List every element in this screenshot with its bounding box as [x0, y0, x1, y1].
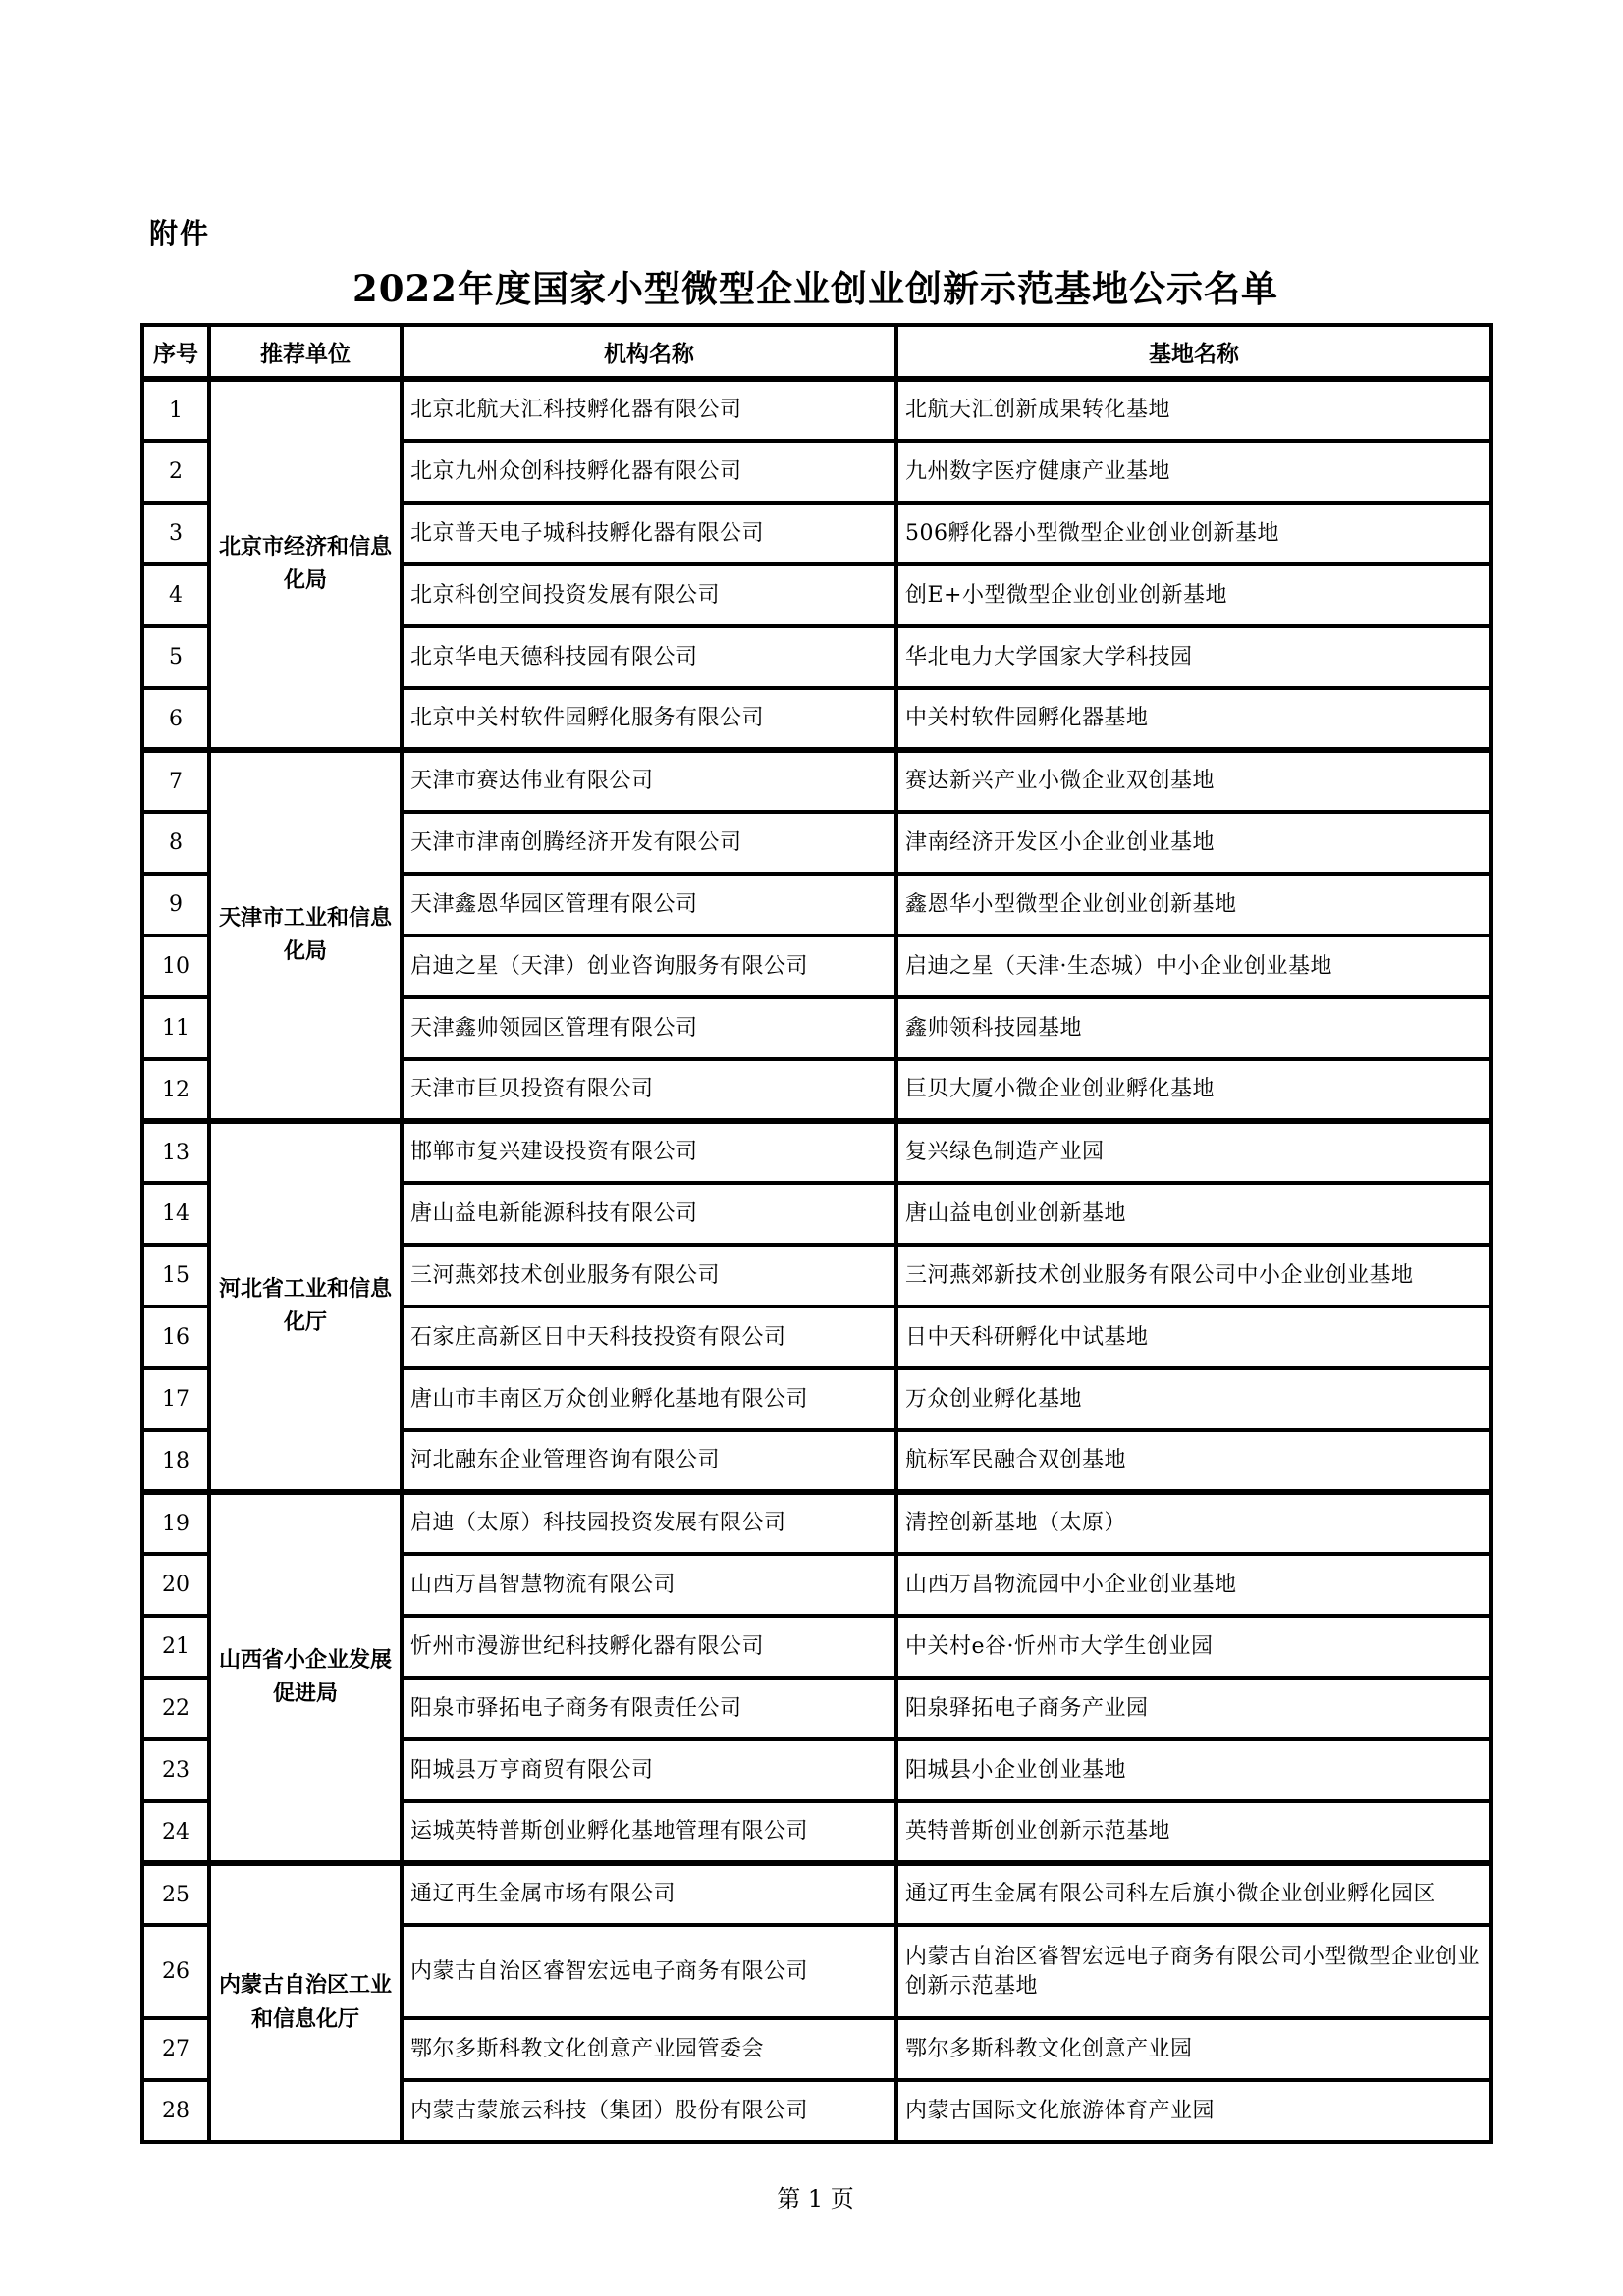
row-number-cell: 2: [142, 441, 209, 503]
row-number-cell: 13: [142, 1121, 209, 1183]
row-number-cell: 19: [142, 1492, 209, 1554]
base-name-cell: 阳泉驿拓电子商务产业园: [896, 1678, 1491, 1739]
agency-cell: 天津市工业和信息化局: [209, 750, 402, 1121]
row-number-cell: 18: [142, 1430, 209, 1492]
row-number-cell: 8: [142, 812, 209, 874]
row-number-cell: 25: [142, 1863, 209, 1925]
base-name-cell: 启迪之星（天津·生态城）中小企业创业基地: [896, 935, 1491, 997]
row-number-cell: 5: [142, 626, 209, 688]
table-row: [142, 1863, 1491, 1925]
table-body: [142, 379, 1491, 2142]
row-number-cell: 26: [142, 1925, 209, 2018]
org-name-cell: 北京九州众创科技孵化器有限公司: [402, 441, 896, 503]
base-name-cell: 华北电力大学国家大学科技园: [896, 626, 1491, 688]
base-name-cell: 通辽再生金属有限公司科左后旗小微企业创业孵化园区: [896, 1863, 1491, 1925]
row-number-cell: 28: [142, 2080, 209, 2142]
org-name-cell: 河北融东企业管理咨询有限公司: [402, 1430, 896, 1492]
row-number-cell: 12: [142, 1059, 209, 1121]
org-name-cell: 邯郸市复兴建设投资有限公司: [402, 1121, 896, 1183]
org-name-cell: 通辽再生金属市场有限公司: [402, 1863, 896, 1925]
page-title: 2022年度国家小型微型企业创业创新示范基地公示名单: [352, 267, 1278, 310]
table-row: [142, 1492, 1491, 1554]
base-name-cell: 津南经济开发区小企业创业基地: [896, 812, 1491, 874]
org-name-cell: 内蒙古自治区睿智宏远电子商务有限公司: [402, 1925, 896, 2018]
org-name-cell: 北京普天电子城科技孵化器有限公司: [402, 503, 896, 564]
base-name-cell: 赛达新兴产业小微企业双创基地: [896, 750, 1491, 812]
org-name-cell: 北京科创空间投资发展有限公司: [402, 564, 896, 626]
row-number-cell: 22: [142, 1678, 209, 1739]
base-name-cell: 英特普斯创业创新示范基地: [896, 1801, 1491, 1863]
row-number-cell: 11: [142, 997, 209, 1059]
table-row: [142, 1121, 1491, 1183]
org-name-cell: 北京中关村软件园孵化服务有限公司: [402, 688, 896, 750]
column-header-org: 机构名称: [402, 325, 896, 379]
row-number-cell: 27: [142, 2018, 209, 2080]
base-name-cell: 鑫帅领科技园基地: [896, 997, 1491, 1059]
base-name-cell: 创E+小型微型企业创业创新基地: [896, 564, 1491, 626]
row-number-cell: 3: [142, 503, 209, 564]
row-number-cell: 17: [142, 1368, 209, 1430]
base-name-cell: 巨贝大厦小微企业创业孵化基地: [896, 1059, 1491, 1121]
column-header-agency: 推荐单位: [209, 325, 402, 379]
base-name-cell: 航标军民融合双创基地: [896, 1430, 1491, 1492]
org-name-cell: 阳泉市驿拓电子商务有限责任公司: [402, 1678, 896, 1739]
base-name-cell: 阳城县小企业创业基地: [896, 1739, 1491, 1801]
row-number-cell: 14: [142, 1183, 209, 1245]
table-row: [142, 750, 1491, 812]
base-name-cell: 北航天汇创新成果转化基地: [896, 379, 1491, 441]
base-name-cell: 复兴绿色制造产业园: [896, 1121, 1491, 1183]
agency-cell: 内蒙古自治区工业和信息化厅: [209, 1863, 402, 2142]
agency-cell: 北京市经济和信息化局: [209, 379, 402, 750]
org-name-cell: 唐山市丰南区万众创业孵化基地有限公司: [402, 1368, 896, 1430]
row-number-cell: 9: [142, 874, 209, 935]
row-number-cell: 21: [142, 1616, 209, 1678]
column-header-index: 序号: [142, 325, 209, 379]
base-name-cell: 内蒙古国际文化旅游体育产业园: [896, 2080, 1491, 2142]
org-name-cell: 北京北航天汇科技孵化器有限公司: [402, 379, 896, 441]
row-number-cell: 20: [142, 1554, 209, 1616]
org-name-cell: 天津市巨贝投资有限公司: [402, 1059, 896, 1121]
org-name-cell: 三河燕郊技术创业服务有限公司: [402, 1245, 896, 1307]
base-name-cell: 鄂尔多斯科教文化创意产业园: [896, 2018, 1491, 2080]
row-number-cell: 23: [142, 1739, 209, 1801]
org-name-cell: 天津鑫帅领园区管理有限公司: [402, 997, 896, 1059]
base-name-cell: 山西万昌物流园中小企业创业基地: [896, 1554, 1491, 1616]
base-name-cell: 三河燕郊新技术创业服务有限公司中小企业创业基地: [896, 1245, 1491, 1307]
org-name-cell: 内蒙古蒙旅云科技（集团）股份有限公司: [402, 2080, 896, 2142]
base-name-cell: 鑫恩华小型微型企业创业创新基地: [896, 874, 1491, 935]
org-name-cell: 忻州市漫游世纪科技孵化器有限公司: [402, 1616, 896, 1678]
attachment-label: 附件: [149, 217, 211, 250]
org-name-cell: 石家庄高新区日中天科技投资有限公司: [402, 1307, 896, 1368]
base-name-cell: 九州数字医疗健康产业基地: [896, 441, 1491, 503]
row-number-cell: 6: [142, 688, 209, 750]
org-name-cell: 鄂尔多斯科教文化创意产业园管委会: [402, 2018, 896, 2080]
table-header-row: [142, 325, 1491, 379]
org-name-cell: 天津市赛达伟业有限公司: [402, 750, 896, 812]
org-name-cell: 北京华电天德科技园有限公司: [402, 626, 896, 688]
org-name-cell: 运城英特普斯创业孵化基地管理有限公司: [402, 1801, 896, 1863]
org-name-cell: 天津市津南创腾经济开发有限公司: [402, 812, 896, 874]
row-number-cell: 10: [142, 935, 209, 997]
row-number-cell: 24: [142, 1801, 209, 1863]
base-name-cell: 清控创新基地（太原）: [896, 1492, 1491, 1554]
base-name-cell: 中关村软件园孵化器基地: [896, 688, 1491, 750]
page-number: 第 1 页: [777, 2185, 854, 2213]
base-name-cell: 唐山益电创业创新基地: [896, 1183, 1491, 1245]
row-number-cell: 4: [142, 564, 209, 626]
agency-cell: 河北省工业和信息化厅: [209, 1121, 402, 1492]
base-name-cell: 506孵化器小型微型企业创业创新基地: [896, 503, 1491, 564]
row-number-cell: 7: [142, 750, 209, 812]
row-number-cell: 1: [142, 379, 209, 441]
org-name-cell: 山西万昌智慧物流有限公司: [402, 1554, 896, 1616]
base-name-cell: 内蒙古自治区睿智宏远电子商务有限公司小型微型企业创业创新示范基地: [896, 1925, 1491, 2018]
base-name-cell: 万众创业孵化基地: [896, 1368, 1491, 1430]
base-name-cell: 日中天科研孵化中试基地: [896, 1307, 1491, 1368]
row-number-cell: 15: [142, 1245, 209, 1307]
org-name-cell: 唐山益电新能源科技有限公司: [402, 1183, 896, 1245]
table-row: [142, 379, 1491, 441]
agency-cell: 山西省小企业发展促进局: [209, 1492, 402, 1863]
column-header-base: 基地名称: [896, 325, 1491, 379]
org-name-cell: 阳城县万亨商贸有限公司: [402, 1739, 896, 1801]
org-name-cell: 天津鑫恩华园区管理有限公司: [402, 874, 896, 935]
org-name-cell: 启迪之星（天津）创业咨询服务有限公司: [402, 935, 896, 997]
base-name-cell: 中关村e谷·忻州市大学生创业园: [896, 1616, 1491, 1678]
row-number-cell: 16: [142, 1307, 209, 1368]
org-name-cell: 启迪（太原）科技园投资发展有限公司: [402, 1492, 896, 1554]
base-list-table: [140, 323, 1493, 2144]
